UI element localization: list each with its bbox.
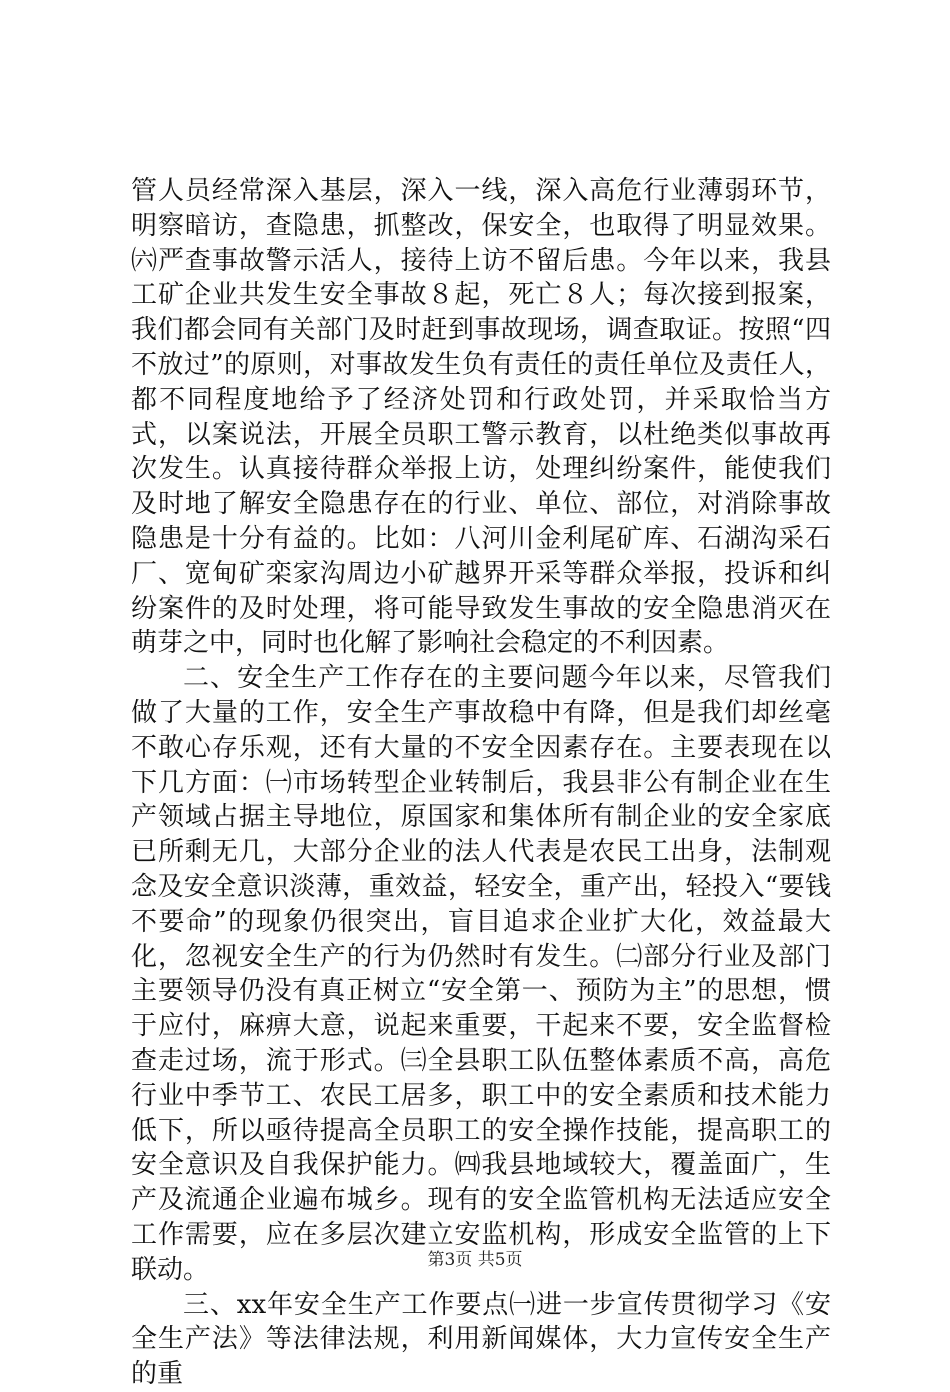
page-number-footer: 第3页 共5页 — [427, 1250, 523, 1270]
paragraph-1: 管人员经常深入基层，深入一线，深入高危行业薄弱环节，明察暗访，查隐患，抓整改，保安全，也取得了明显效果。㈥严查事故警示活人，接待上访不留后患。今年以来，我县工矿企业共发生安全事故８起，死亡８人；每次接到报案，我们都会同有关部门及时赶到事故现场，调查取证。按照“四不放过”的原则，对事故发生负有责任的责任单位及责任人，都不同程度地给予了经济处罚和行政处罚，并采取恰当方式，以案说法，开展全员职工警示教育，以杜绝类似事故再次发生。认真接待群众举报上访，处理纠纷案件，能使我们及时地了解安全隐患存在的行业、单位、部位，对消除事故隐患是十分有益的。比如：八河川金利尾矿库、石湖沟采石厂、宽甸矿栾家沟周边小矿越界开采等群众举报，投诉和纠纷案件的及时处理，将可能导致发生事故的安全隐患消灭在萌芽之中，同时也化解了影响社会稳定的不利因素。 — [131, 176, 831, 659]
paragraph-3: 三、xx年安全生产工作要点㈠进一步宣传贯彻学习《安全生产法》等法律法规，利用新闻媒体，大力宣传安全生产的重 — [131, 1289, 831, 1390]
paragraph-2: 二、安全生产工作存在的主要问题今年以来，尽管我们做了大量的工作，安全生产事故稳中有降，但是我们却丝毫不敢心存乐观，还有大量的不安全因素存在。主要表现在以下几方面：㈠市场转型企业转制后，我县非公有制企业在生产领域占据主导地位，原国家和集体所有制企业的安全家底已所剩无几，大部分企业的法人代表是农民工出身，法制观念及安全意识淡薄，重效益，轻安全，重产出，轻投入“要钱不要命”的现象仍很突出，盲目追求企业扩大化，效益最大化，忽视安全生产的行为仍然时有发生。㈡部分行业及部门主要领导仍没有真正树立“安全第一、预防为主”的思想，惯于应付，麻痹大意，说起来重要，干起来不要，安全监督检查走过场，流于形式。㈢全县职工队伍整体素质不高，高危行业中季节工、农民工居多，职工中的安全素质和技术能力低下，所以亟待提高全员职工的安全操作技能，提高职工的安全意识及自我保护能力。㈣我县地域较大，覆盖面广，生产及流通企业遍布城乡。现有的安全监管机构无法适应安全工作需要，应在多层次建立安监机构，形成安全监管的上下联动。 — [131, 663, 831, 1285]
document-body — [131, 174, 831, 1392]
